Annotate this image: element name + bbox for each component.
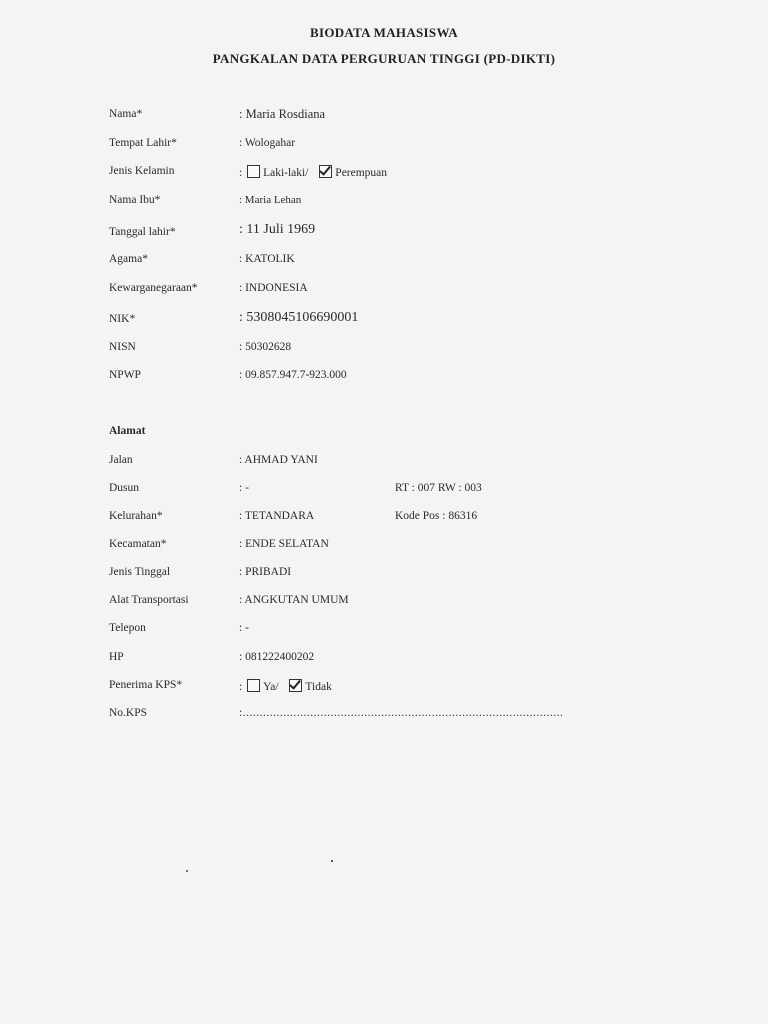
field-agama (109, 253, 729, 271)
field-nik (109, 312, 729, 330)
field-no-kps (109, 707, 729, 725)
field-label: Tempat Lahir* (109, 137, 177, 149)
field-kode-pos: Kode Pos : 86316 (395, 510, 478, 522)
field-label: Jalan (109, 454, 133, 466)
option-label: Laki-laki/ (263, 167, 309, 179)
field-label: Nama* (109, 108, 143, 120)
field-label: Tanggal lahir* (109, 226, 176, 238)
field-value: : - (239, 622, 249, 634)
checkbox-ya[interactable] (247, 679, 260, 692)
field-kewarganegaraan (109, 282, 729, 300)
field-hp (109, 651, 729, 669)
field-value: : TETANDARA (239, 510, 315, 522)
field-value: : ENDE SELATAN (239, 538, 329, 550)
field-dusun (109, 482, 729, 500)
checkbox-tidak[interactable] (289, 679, 302, 692)
field-kelurahan (109, 510, 729, 528)
colon: : (239, 167, 243, 179)
field-value-dotted-line: :............................................................................................... (239, 707, 564, 719)
section-alamat-heading: Alamat (109, 425, 146, 437)
field-label: HP (109, 651, 124, 663)
field-value: : KATOLIK (239, 253, 295, 265)
field-value: : 081222400202 (239, 651, 315, 663)
field-value: : Wologahar (239, 137, 296, 149)
option-label: Perempuan (335, 167, 388, 179)
field-label: Jenis Tinggal (109, 566, 171, 578)
field-label: Kewarganegaraan* (109, 282, 198, 294)
field-nama (109, 108, 729, 126)
document-title: BIODATA MAHASISWA (309, 25, 458, 40)
field-value: : - (239, 482, 249, 494)
field-tanggal-lahir (109, 224, 729, 242)
field-nisn (109, 341, 729, 359)
field-value: : PRIBADI (239, 566, 292, 578)
field-label: Kecamatan* (109, 538, 167, 550)
field-nama-ibu (109, 194, 729, 212)
field-telepon (109, 622, 729, 640)
field-rt-rw: RT : 007 RW : 003 (395, 482, 482, 494)
scan-speck (186, 870, 188, 872)
field-label: NISN (109, 341, 136, 353)
field-value: : Maria Rosdiana (239, 107, 326, 121)
field-label: Alat Transportasi (109, 594, 189, 606)
checkbox-laki-laki[interactable] (247, 165, 260, 178)
checkbox-perempuan[interactable] (319, 165, 332, 178)
field-label: Penerima KPS* (109, 679, 183, 691)
field-value (239, 679, 332, 693)
field-label: Dusun (109, 482, 140, 494)
field-jalan (109, 454, 729, 472)
field-value: : 50302628 (239, 341, 292, 353)
field-label: No.KPS (109, 707, 148, 719)
field-tempat-lahir (109, 137, 729, 155)
field-value: : 5308045106690001 (239, 310, 359, 325)
field-value: : INDONESIA (239, 282, 308, 294)
colon: : (239, 681, 243, 693)
option-label: Ya/ (263, 681, 279, 693)
field-npwp (109, 369, 729, 387)
field-jenis-tinggal (109, 566, 729, 584)
field-value: : 11 Juli 1969 (239, 222, 316, 237)
field-value: : Maria Lehan (239, 194, 302, 206)
field-value: : AHMAD YANI (239, 454, 318, 466)
field-alat-transportasi (109, 594, 729, 612)
field-label: Nama Ibu* (109, 194, 161, 206)
field-label: NPWP (109, 369, 141, 381)
option-label: Tidak (305, 681, 332, 693)
document-subtitle: PANGKALAN DATA PERGURUAN TINGGI (PD-DIKTI) (212, 51, 556, 66)
field-label: Kelurahan* (109, 510, 163, 522)
scan-speck (331, 860, 333, 862)
field-value (239, 165, 387, 179)
field-label: NIK* (109, 313, 136, 325)
field-kecamatan (109, 538, 729, 556)
field-jenis-kelamin (109, 165, 729, 183)
field-label: Agama* (109, 253, 148, 265)
field-label: Telepon (109, 622, 146, 634)
field-value: : 09.857.947.7-923.000 (239, 369, 347, 381)
field-label: Jenis Kelamin (109, 165, 175, 177)
field-value: : ANGKUTAN UMUM (239, 594, 349, 606)
field-penerima-kps (109, 679, 729, 697)
